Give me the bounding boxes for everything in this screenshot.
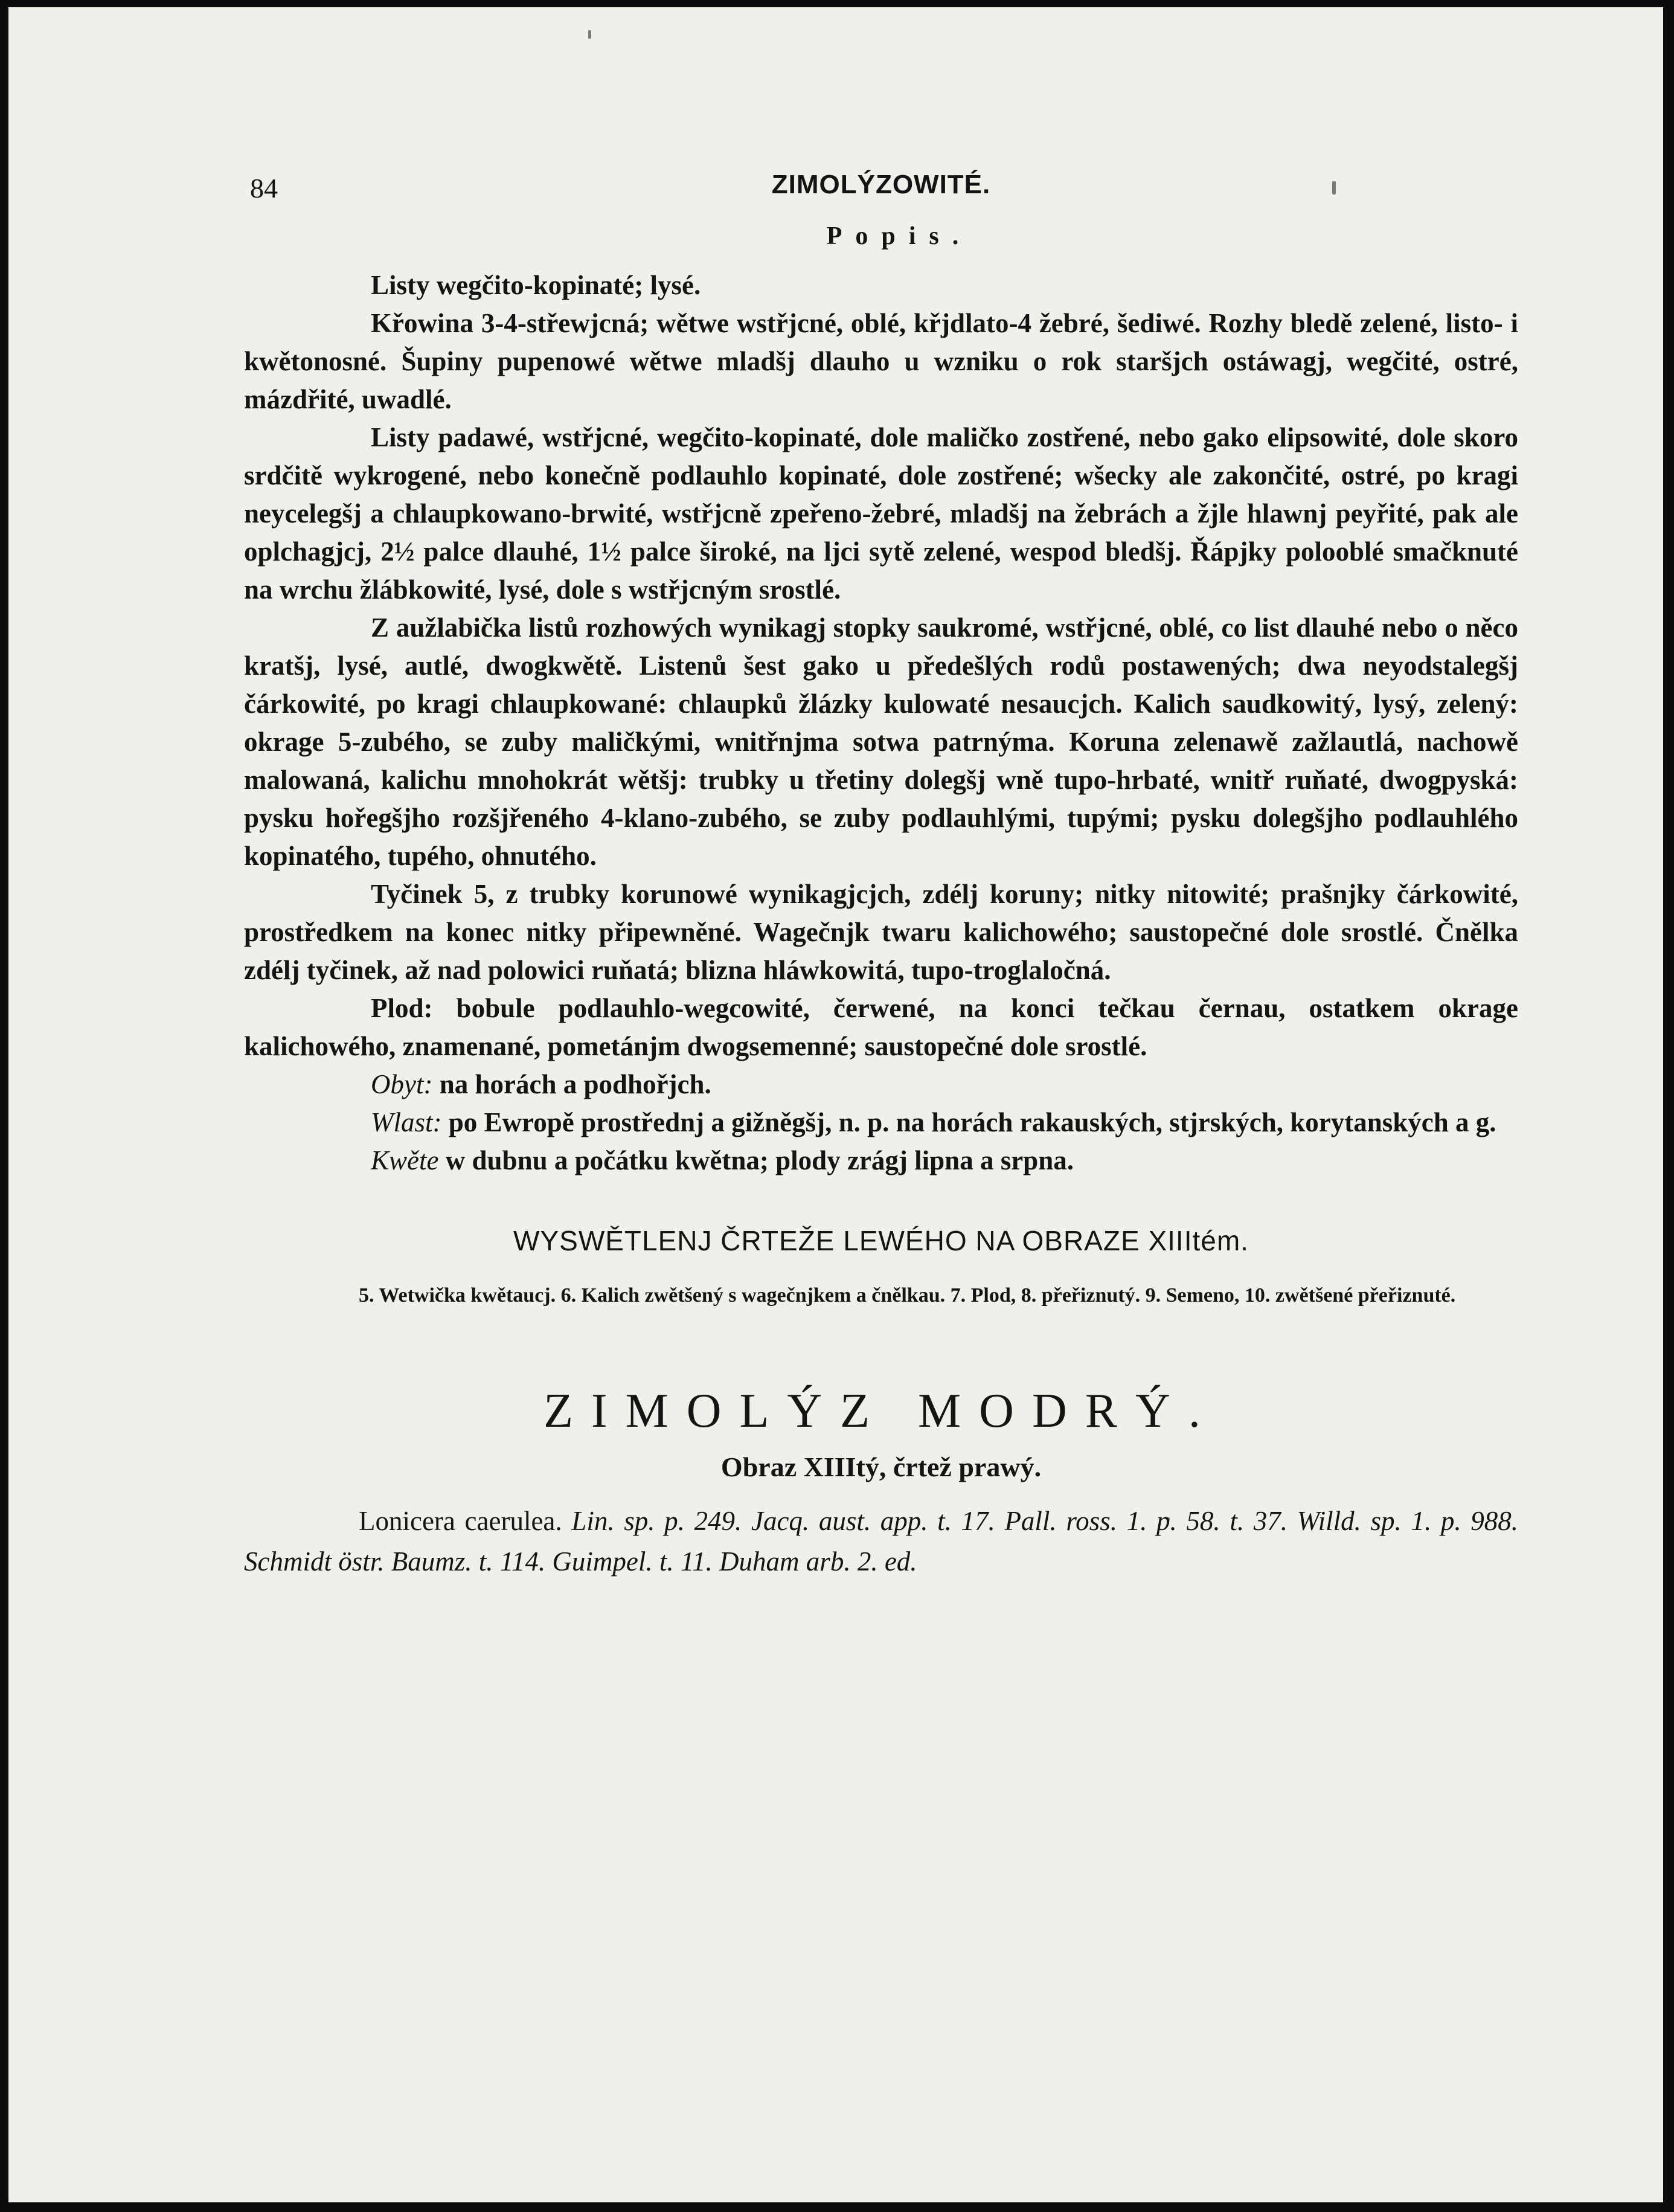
plate-explanation-heading: WYSWĚTLENJ ČRTEŽE LEWÉHO NA OBRAZE XIIItém. [513, 1225, 1249, 1256]
latin-name: Lonicera caerulea. [359, 1506, 562, 1536]
habitat-label: Obyt: [371, 1069, 433, 1099]
homeland-text: po Ewropě prostřednj a gižněgšj, n. p. na horách rakauských, stjrských, korytanských a g. [448, 1107, 1496, 1137]
paragraph-stamens: Tyčinek 5, z trubky korunowé wynikagjcjch, zdélj koruny; nitky nitowité; prašnjky čárkowité, prostředkem na konec nitky připewněné. Wagečnjk twaru kalichowého; saustopečné dole srostlé. Čnělka zdélj tyčinek, až nad polowici ruňatá; blizna hláwkowitá, tupo-troglaločná. [244, 879, 1518, 985]
section-heading-popis: Popis. [826, 222, 972, 250]
species-title: ZIMOLÝZ MODRÝ. [544, 1384, 1219, 1438]
paragraph-homeland [244, 1104, 1518, 1142]
page-content [244, 161, 1518, 1582]
paragraph-shrub: Křowina 3-4-střewjcná; wětwe wstřjcné, oblé, křjdlato-4 žebré, šediwé. Rozhy bledě zelené, listo- i kwětonosné. Šupiny pupenowé wětwe mladšj dlauho u wzniku o rok staršjch ostáwagj, wegčité, ostré, mázdřité, uwadlé. [244, 308, 1518, 414]
paragraph-fruit: Plod: bobule podlauhlo-wegcowité, čerwené, na konci tečkau černau, ostatkem okrage kalichowého, znamenané, pometánjm dwogsemenné; saustopečné dole srostlé. [244, 993, 1518, 1061]
paper-speck [588, 30, 591, 39]
paragraph-flowering [244, 1142, 1518, 1180]
references-paragraph [244, 1501, 1518, 1582]
paragraph-leaves: Listy padawé, wstřjcné, wegčito-kopinaté, dole maličko zostřené, nebo gako elipsowité, dole skoro srdčitě wykrogené, nebo konečně podlauhlo kopinaté, dole zostřené; wšecky ale zakončité, ostré, po kragi neycelegšj a chlaupkowano-brwité, wstřjcně zpeřeno-žebré, mladšj na žebrách a žjle hlawnj peyřité, pak ale oplchagjcj, 2½ palce dlauhé, 1½ palce široké, na ljci sytě zelené, wespod bledšj. Řápjky polooblé smačknuté na wrchu žlábkowité, lysé, dole s wstřjcným srostlé. [244, 422, 1518, 605]
habitat-text: na horách a podhořjch. [439, 1069, 711, 1099]
paragraph-leaves-summary: Listy wegčito-kopinaté; lysé. [371, 270, 701, 300]
page-number: 84 [250, 173, 278, 204]
plate-captions [244, 1279, 1518, 1313]
paragraph-habitat [244, 1066, 1518, 1104]
running-title: ZIMOLÝZOWITÉ. [771, 170, 991, 199]
plate-captions-text: 5. Wetwička kwětaucj. 6. Kalich zwětšený s wagečnjkem a čnělkau. 7. Plod, 8. přeřiznutý. 9. Semeno, 10. zwětšené přeřiznuté. [359, 1284, 1456, 1307]
running-head [244, 161, 1518, 210]
paragraph-flowers: Z aužlabička listů rozhowých wynikagj stopky saukromé, wstřjcné, oblé, co list dlauhé nebo o něco kratšj, lysé, autlé, dwogkwětě. Listenů šest gako u předešlých rodů postawených; dwa neyodstalegšj čárkowité, po kragi chlaupkowané: chlaupků žlázky kulowaté nesaucjch. Kalich saudkowitý, lysý, zelený: okrage 5-zubého, se zuby maličkými, wnitřnjma sotwa patrnýma. Koruna zelenawě zažlautlá, nachowě malowaná, kalichu mnohokrát wětšj: trubky u třetiny dolegšj wně tupo-hrbaté, wnitř ruňaté, dwogpyská: pysku hořegšjho rozšjřeného 4-klano-zubého, se zuby podlauhlými, tupými; pysku dolegšjho podlauhlého kopinatého, tupého, ohnutého. [244, 612, 1518, 871]
flowering-label: Kwěte [371, 1145, 439, 1175]
description-body [244, 266, 1518, 1180]
literature-references [244, 1501, 1518, 1582]
homeland-label: Wlast: [371, 1107, 442, 1137]
citations: Lin. sp. p. 249. Jacq. aust. app. t. 17. Pall. ross. 1. p. 58. t. 37. Willd. sp. 1. p. 988. Schmidt östr. Baumz. t. 114. Guimpel. t. 11. Duham arb. 2. ed. [244, 1506, 1519, 1577]
plate-reference: Obraz XIIItý, črtež prawý. [720, 1452, 1042, 1482]
flowering-text: w dubnu a počátku kwětna; plody zrágj lipna a srpna. [445, 1145, 1074, 1175]
book-page [8, 7, 1663, 2202]
